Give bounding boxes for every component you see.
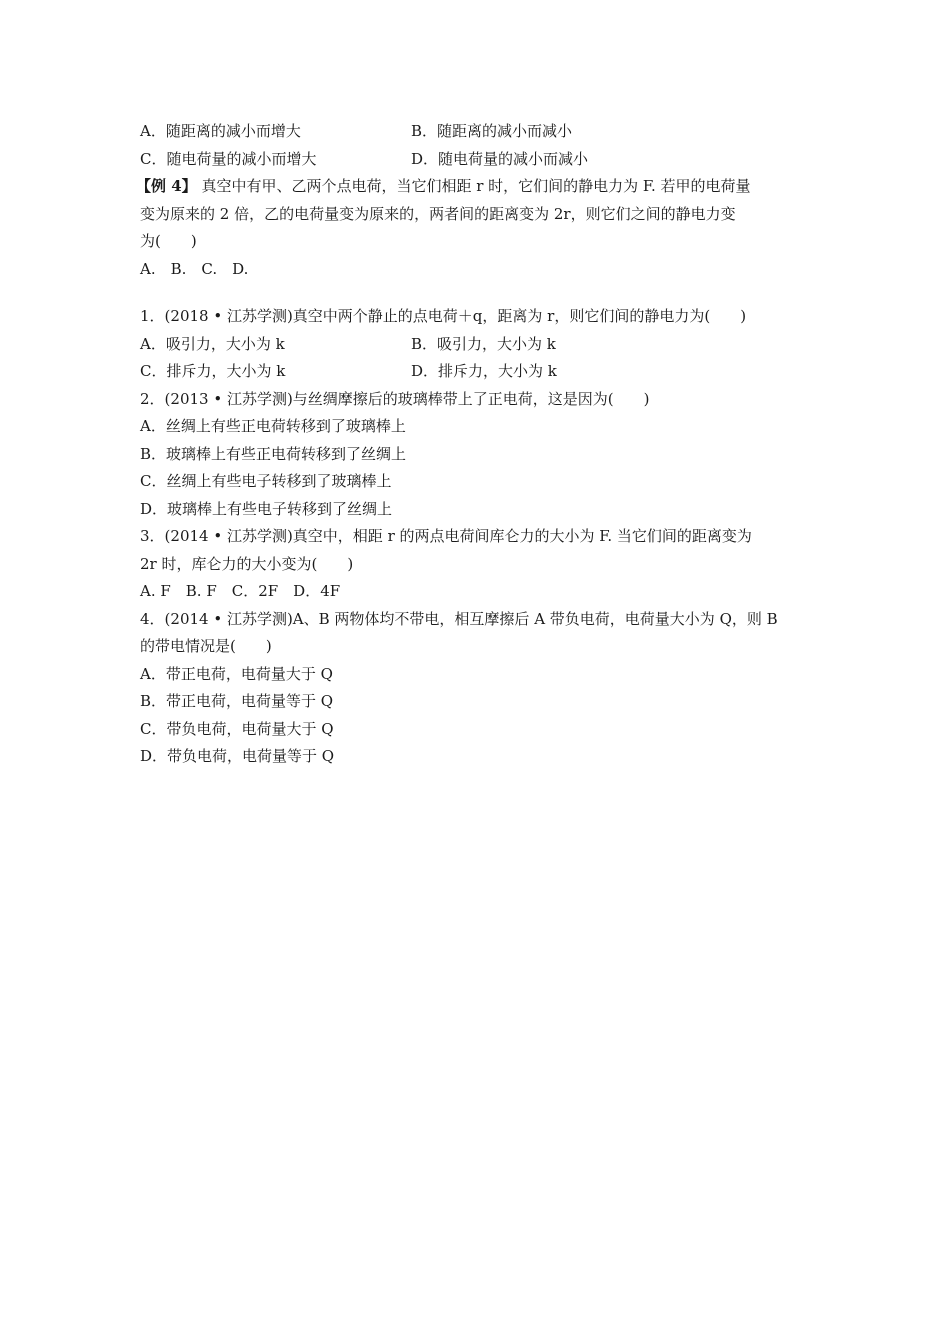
option-b: B．玻璃棒上有些正电荷转移到了丝绸上 <box>140 444 407 463</box>
section-gap <box>140 283 820 303</box>
option-row <box>140 331 820 359</box>
example-4-options: A. B. C. D. <box>140 259 249 278</box>
question-3-stem-line-1: 3．(2014 • 江苏学测)真空中，相距 r 的两点电荷间库仑力的大小为 F. 当它们间的距离变为 <box>140 527 752 545</box>
example-label: 【例 4】 <box>136 177 197 195</box>
option-b: B．带正电荷，电荷量等于 Q <box>140 692 334 710</box>
option-d: D．带负电荷，电荷量等于 Q <box>140 747 335 765</box>
option-a: A．带正电荷，电荷量大于 Q <box>140 664 333 683</box>
question-1-stem: 1．(2018 • 江苏学测)真空中两个静止的点电荷＋q，距离为 r，则它们间的静电力为( ) <box>140 307 747 325</box>
option-a: A．丝绸上有些正电荷转移到了玻璃棒上 <box>140 417 406 435</box>
option-d: D．玻璃棒上有些电子转移到了丝绸上 <box>140 499 393 518</box>
example-4-line-3: 为( ) <box>140 232 197 250</box>
question-4-stem-line-2: 的带电情况是( ) <box>140 637 272 655</box>
option-c: C．排斥力，大小为 k <box>140 362 286 380</box>
option-d: D．排斥力，大小为 k <box>411 362 557 380</box>
option-a: A．吸引力，大小为 k <box>140 334 285 353</box>
question-3-stem-line-2: 2r 时，库仑力的大小变为( ) <box>140 554 354 573</box>
example-4-line-1 <box>136 173 820 201</box>
option-row <box>140 118 820 146</box>
option-b: B．吸引力，大小为 k <box>411 334 556 353</box>
document-page <box>136 118 820 771</box>
option-a: A．随距离的减小而增大 <box>140 122 301 140</box>
question-3-options: A. F B. F C．2F D．4F <box>140 582 341 600</box>
question-2-stem: 2．(2013 • 江苏学测)与丝绸摩擦后的玻璃棒带上了正电荷，这是因为( ) <box>140 389 650 408</box>
example-text: 真空中有甲、乙两个点电荷，当它们相距 r 时，它们间的静电力为 F. 若甲的电荷量 <box>201 177 751 195</box>
option-c: C．丝绸上有些电子转移到了玻璃棒上 <box>140 472 392 490</box>
option-b: B．随距离的减小而减小 <box>411 122 573 140</box>
option-c: C．随电荷量的减小而增大 <box>140 149 317 168</box>
option-row <box>140 358 820 386</box>
option-row <box>140 146 820 174</box>
option-d: D．随电荷量的减小而减小 <box>411 149 589 168</box>
question-4-stem-line-1: 4．(2014 • 江苏学测)A、B 两物体均不带电，相互摩擦后 A 带负电荷，电荷量大小为 Q，则 B <box>140 609 778 628</box>
example-4-line-2: 变为原来的 2 倍，乙的电荷量变为原来的，两者间的距离变为 2r，则它们之间的静电力变 <box>140 204 736 223</box>
option-c: C．带负电荷，电荷量大于 Q <box>140 719 334 738</box>
